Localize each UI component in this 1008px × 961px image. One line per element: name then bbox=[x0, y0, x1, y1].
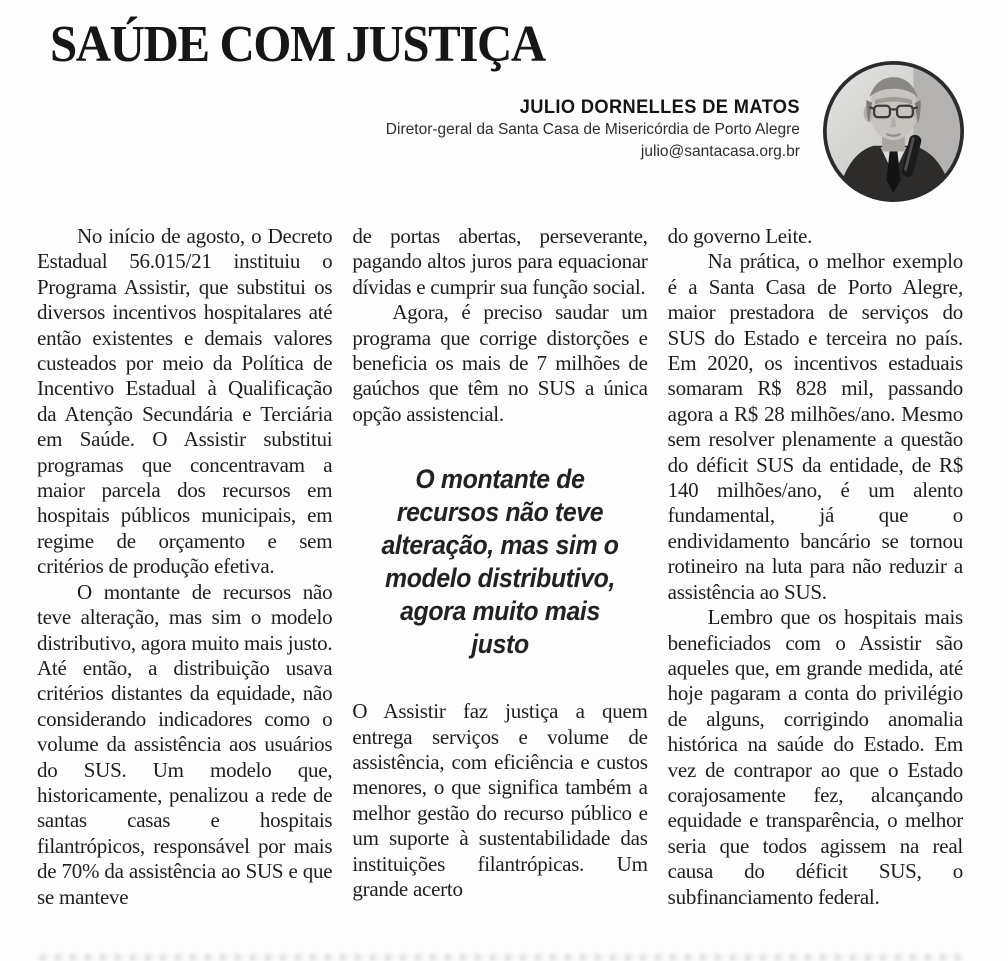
paragraph: O Assistir faz justiça a quem entrega serviços e volume de assistência, com eficiência e custos menores, o que significa também a melhor gestão do recurso público e um suporte à sustentabilidade das instituições filantrópicas. Um grande acerto bbox=[352, 699, 648, 902]
paragraph: Lembro que os hospitais mais beneficiados com o Assistir são aqueles que, em grande medida, até hoje pagaram a conta do privilégio de alguns, corrigindo anomalia histórica na saúde do Estado. Em vez de contrapor ao que o Estado corajosamente fez, alcançando equidade e transparência, o melhor seria que todos agissem na real causa do déficit SUS, o subfinanciamento federal. bbox=[667, 605, 963, 909]
article-column-3 bbox=[668, 224, 963, 910]
byline bbox=[373, 97, 800, 163]
author-role: Diretor-geral da Santa Casa de Misericórdia de Porto Alegre bbox=[385, 121, 800, 138]
author-portrait bbox=[822, 60, 965, 203]
scan-artifact bbox=[40, 954, 963, 961]
portrait-icon bbox=[822, 60, 965, 203]
paragraph: O montante de recursos não teve alteração, mas sim o modelo distributivo, agora muito mais justo. Até então, a distribuição usava critérios distantes da equidade, não considerando indicadores como o volume da assistência aos usuários do SUS. Um modelo que, historicamente, penalizou a rede de santas casas e hospitais filantrópicos, responsável por mais de 70% da assistência ao SUS e que se manteve bbox=[37, 579, 333, 909]
headline: SAÚDE COM JUSTIÇA bbox=[50, 16, 545, 73]
article-column-1 bbox=[37, 224, 332, 910]
paragraph: Na prática, o melhor exemplo é a Santa Casa de Porto Alegre, maior prestadora de serviços do SUS do Estado e terceira no país. Em 2020, os incentivos estaduais somaram R$ 828 mil, passando agora a R$ 28 milhões/ano. Mesmo sem resolver plenamente a questão do déficit SUS da entidade, de R$ 140 milhões/ano, é um alento fundamental, já que o endividamento bancário se tornou rotineiro na luta para não reduzir a assistência ao SUS. bbox=[667, 249, 963, 604]
paragraph: de portas abertas, perseverante, pagando altos juros para equacionar dívidas e cumprir sua função social. bbox=[352, 224, 648, 299]
article-column-2 bbox=[352, 224, 647, 910]
author-email: julio@santacasa.org.br bbox=[641, 143, 800, 160]
pull-quote: O montante de recursos não teve alteração, mas sim o modelo distributivo, agora muito mais justo bbox=[381, 464, 619, 660]
author-name: JULIO DORNELLES DE MATOS bbox=[519, 97, 800, 118]
article-body bbox=[37, 224, 963, 910]
paragraph: Agora, é preciso saudar um programa que corrige distorções e beneficia os mais de 7 milhões de gaúchos que têm no SUS a única opção assistencial. bbox=[352, 300, 648, 426]
paragraph: No início de agosto, o Decreto Estadual 56.015/21 instituiu o Programa Assistir, que substitui os diversos incentivos hospitalares até então existentes e demais valores custeados por meio da Política de Incentivo Estadual à Qualificação da Atenção Secundária e Terciária em Saúde. O Assistir substitui programas que concentravam a maior parcela dos recursos em hospitais públicos municipais, em regime de orçamento e sem critérios de produção efetiva. bbox=[37, 224, 333, 579]
paragraph: do governo Leite. bbox=[667, 224, 813, 248]
